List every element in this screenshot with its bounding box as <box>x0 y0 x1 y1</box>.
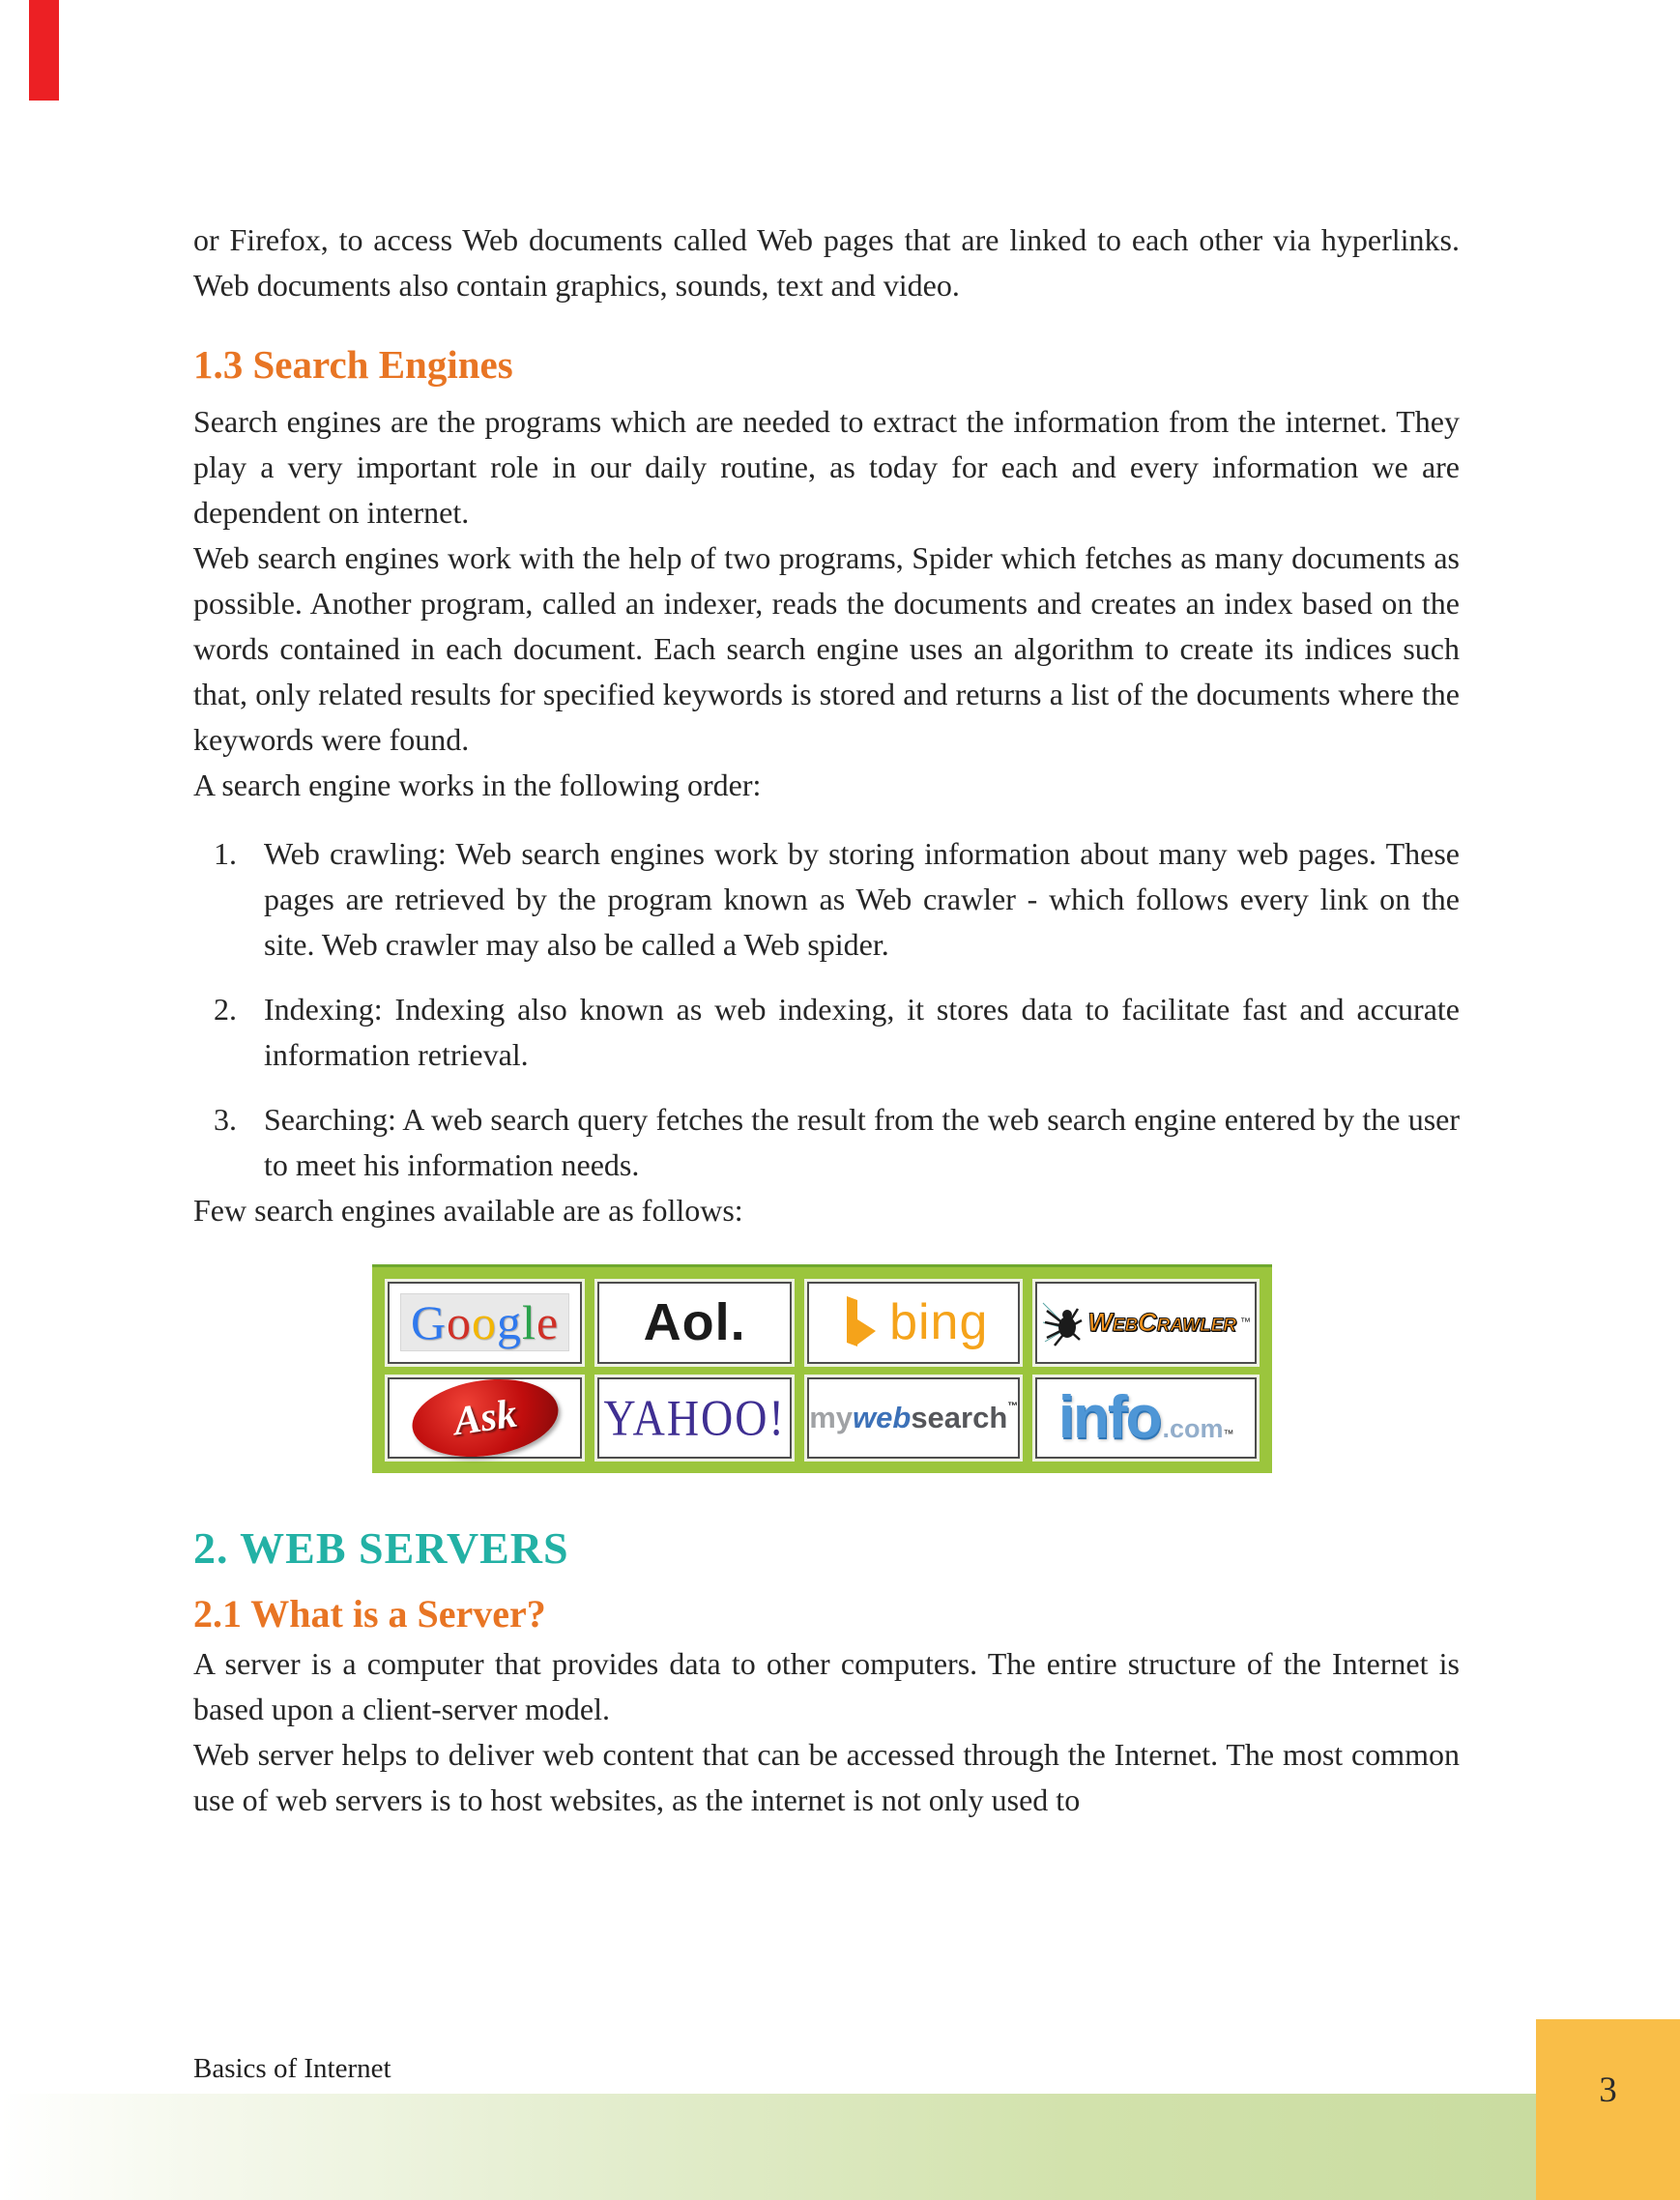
list-number: 1. <box>214 836 237 871</box>
footer-book-title: Basics of Internet <box>193 2053 391 2084</box>
list-item-web-crawling <box>193 831 1460 968</box>
footer-gradient-band <box>0 2094 1536 2200</box>
aol-logo-tile <box>597 1282 792 1364</box>
list-item-text: Web crawling: Web search engines work by storing information about many web pages. These pages are retrieved by the program known as Web crawler - which follows every link on the site. Web crawler may also be called a Web spider. <box>264 836 1460 962</box>
mywebsearch-my: my <box>809 1400 854 1434</box>
list-number: 3. <box>214 1102 237 1137</box>
google-letter: o <box>447 1295 473 1350</box>
red-corner-bookmark <box>29 0 59 101</box>
google-logo-background <box>400 1293 569 1351</box>
list-item-indexing <box>193 987 1460 1078</box>
spider-icon <box>1041 1297 1084 1347</box>
section-heading-web-servers: 2. WEB SERVERS <box>193 1523 569 1573</box>
google-letter: l <box>522 1295 536 1350</box>
google-letter: o <box>472 1295 498 1350</box>
bing-logo-tile <box>807 1282 1020 1364</box>
list-item-text: Indexing: Indexing also known as web indexing, it stores data to facilitate fast and accurate information retrieval. <box>264 992 1460 1072</box>
search-engine-logos-panel <box>372 1264 1272 1473</box>
mywebsearch-web: web <box>853 1400 912 1434</box>
bing-ribbon-icon <box>839 1294 880 1350</box>
info-logo: info <box>1057 1384 1161 1452</box>
mywebsearch-logo-tile <box>807 1377 1020 1460</box>
few-search-engines-line: Few search engines available are as follows: <box>193 1193 743 1228</box>
ask-red-oval <box>407 1371 563 1465</box>
search-engines-paragraph-2: Web search engines work with the help of two programs, Spider which fetches as many documents as possible. Another program, called an indexer, reads the documents and creates an index based on the words contained in each document. Each search engine uses an algorithm to create its indices such that, only related results for specified keywords is stored and returns a list of the documents where the keywords were found. <box>193 540 1460 757</box>
content-column <box>193 217 1460 1823</box>
web-servers-paragraph-2: Web server helps to deliver web content that can be accessed through the Internet. The most common use of web servers is to host websites, as the internet is not only used to <box>193 1737 1460 1817</box>
google-letter: G <box>410 1295 448 1350</box>
ask-logo: Ask <box>449 1391 520 1445</box>
list-number: 2. <box>214 992 237 1027</box>
google-letter: e <box>536 1295 560 1350</box>
webcrawler-logo-tile <box>1035 1282 1257 1364</box>
section-heading-search-engines: 1.3 Search Engines <box>193 342 513 387</box>
info-com-logo-tile <box>1035 1377 1257 1460</box>
search-order-intro: A search engine works in the following order: <box>193 767 762 802</box>
google-logo <box>411 1294 559 1350</box>
google-logo-tile <box>388 1282 582 1364</box>
subsection-heading-what-is-a-server: 2.1 What is a Server? <box>193 1592 546 1636</box>
google-letter: g <box>497 1295 523 1350</box>
aol-logo: Aol. <box>643 1293 746 1352</box>
mywebsearch-logo <box>809 1401 1018 1435</box>
search-engines-paragraph-1: Search engines are the programs which are needed to extract the information from the internet. They play a very important role in our daily routine, as today for each and every information we are dependent on internet. <box>193 404 1460 530</box>
yahoo-logo: YAHOO! <box>603 1389 786 1447</box>
trademark-mark: ™ <box>1240 1317 1251 1329</box>
webcrawler-logo: WebCrawler <box>1087 1307 1236 1337</box>
intro-paragraph: or Firefox, to access Web documents called Web pages that are linked to each other via hyperlinks. Web documents also contain graphics, sounds, text and video. <box>193 222 1460 303</box>
info-com-suffix: .com <box>1162 1414 1224 1444</box>
yahoo-logo-tile <box>597 1377 792 1460</box>
trademark-mark: ™ <box>1223 1429 1234 1441</box>
trademark-mark: ™ <box>1007 1400 1019 1412</box>
page-number-tab <box>1536 2019 1680 2200</box>
search-engine-steps-list <box>193 831 1460 1188</box>
bing-logo: bing <box>889 1294 989 1351</box>
mywebsearch-search: search <box>911 1400 1008 1434</box>
page-number: 3 <box>1599 2070 1617 2110</box>
list-item-searching <box>193 1097 1460 1188</box>
list-item-text: Searching: A web search query fetches the result from the web search engine entered by the user to meet his information needs. <box>264 1102 1460 1182</box>
web-servers-paragraph-1: A server is a computer that provides data to other computers. The entire structure of the Internet is based upon a client-server model. <box>193 1646 1460 1726</box>
ask-logo-tile <box>388 1377 582 1460</box>
